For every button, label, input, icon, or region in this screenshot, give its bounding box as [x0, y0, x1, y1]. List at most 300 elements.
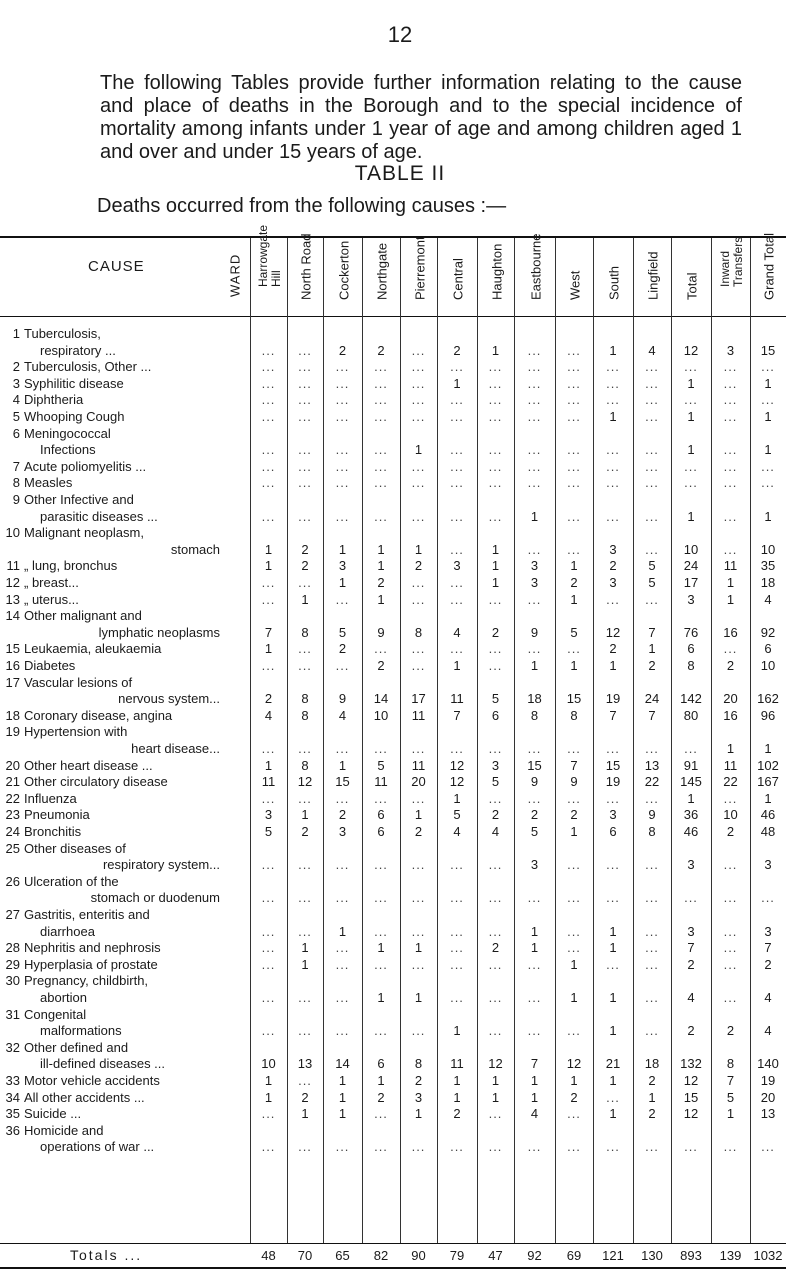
table-cell: 3	[264, 807, 273, 823]
table-cell: ...	[450, 890, 464, 906]
table-cell: 4	[764, 990, 772, 1005]
table-cell: ...	[298, 857, 312, 873]
table-cell: ...	[567, 375, 581, 391]
table-cell: 2	[301, 558, 309, 574]
cause-label: 14 Other malignant and	[5, 608, 142, 624]
table-cell: 1	[264, 641, 273, 657]
table-cell: ...	[411, 575, 426, 590]
table-cell: ...	[606, 392, 620, 408]
table-cell: ...	[488, 658, 503, 673]
table-cell: ...	[411, 790, 426, 806]
column-header-total: Total	[671, 238, 712, 316]
table-cell: ...	[374, 508, 388, 524]
table-cell: 2	[377, 342, 385, 358]
table-cell: ...	[684, 890, 698, 906]
table-cell: 1	[530, 1089, 539, 1105]
cause-label: 11 „ lung, bronchus	[6, 558, 118, 574]
table-cell: ...	[527, 990, 542, 1005]
table-cell: ...	[335, 658, 350, 673]
table-cell: ...	[488, 475, 503, 491]
table-cell: ...	[335, 591, 350, 607]
table-cell: ...	[298, 342, 312, 358]
table-cell: ...	[261, 923, 276, 939]
table-cell: 14	[335, 1056, 350, 1072]
table-cell: 11	[450, 1056, 464, 1072]
table-cell: 6	[377, 1056, 385, 1072]
table-subtitle: Deaths occurred from the following causes :—	[97, 195, 507, 217]
table-cell: 2	[338, 641, 347, 657]
table-cell: 1	[301, 956, 309, 972]
cause-label-continued: lymphatic neoplasms	[98, 624, 220, 640]
table-cell: 1	[264, 558, 273, 574]
cause-label: 7 Acute poliomyelitis ...	[12, 458, 147, 474]
table-cell: ...	[335, 392, 350, 408]
table-cell: 48	[760, 824, 776, 839]
totals-cell: 90	[411, 1248, 426, 1263]
cause-label: 32 Other defined and	[5, 1039, 129, 1055]
table-cell: ...	[527, 375, 542, 391]
table-cell: 2	[726, 658, 735, 673]
table-cell: 15	[760, 342, 776, 358]
column-header-central: Central	[437, 238, 478, 316]
table-cell: 20	[411, 774, 426, 790]
cause-label: 21 Other circulatory disease	[5, 774, 168, 790]
table-cell: ...	[645, 940, 659, 956]
table-cell: ...	[261, 1106, 276, 1122]
table-cell: ...	[684, 741, 698, 756]
table-cell: 1	[453, 1073, 461, 1088]
table-cell: ...	[298, 375, 312, 391]
table-cell: ...	[261, 508, 276, 524]
table-cell: ...	[606, 1139, 620, 1155]
table-cell: 1	[491, 1073, 500, 1088]
table-cell: ...	[488, 741, 503, 756]
table-cell: ...	[298, 475, 312, 491]
table-cell: ...	[298, 392, 312, 408]
totals-cell: 47	[488, 1248, 503, 1263]
table-cell: ...	[261, 359, 276, 375]
table-cell: ...	[645, 359, 659, 375]
table-cell: ...	[527, 409, 542, 424]
column-header-grand-total: Grand Total	[750, 238, 787, 316]
table-cell: ...	[645, 923, 659, 939]
cause-label: 29 Hyperplasia of prostate	[5, 956, 158, 972]
table-cell: ...	[261, 1139, 276, 1155]
table-cell: ...	[527, 475, 542, 491]
table-cell: 2	[648, 658, 656, 673]
table-cell: 7	[530, 1056, 539, 1072]
table-cell: 142	[680, 691, 702, 707]
table-cell: ...	[261, 575, 276, 590]
table-cell: 4	[453, 824, 461, 839]
table-cell: ...	[488, 890, 503, 906]
table-cell: 1	[570, 658, 578, 673]
table-cell: ...	[261, 392, 276, 408]
table-cell: ...	[261, 458, 276, 474]
table-cell: ...	[567, 342, 581, 358]
table-cell: 1	[648, 641, 656, 657]
table-cell: ...	[411, 923, 426, 939]
table-cell: ...	[567, 541, 581, 557]
table-cell: 11	[261, 774, 276, 790]
totals-cell: 92	[527, 1248, 542, 1263]
table-cell: 8	[301, 707, 309, 723]
table-cell: ...	[723, 409, 738, 424]
table-cell: 2	[301, 1089, 309, 1105]
table-cell: ...	[567, 508, 581, 524]
table-cell: 11	[723, 757, 738, 773]
table-cell: 4	[338, 707, 347, 723]
table-cell: ...	[335, 508, 350, 524]
table-cell: 2	[570, 575, 578, 590]
table-cell: ...	[335, 359, 350, 375]
table-cell: 1	[530, 923, 539, 939]
table-cell: ...	[261, 940, 276, 956]
table-cell: 1	[530, 658, 539, 673]
table-cell: 1	[609, 940, 617, 956]
table-cell: 1	[264, 541, 273, 557]
table-cell: 1	[570, 1073, 578, 1088]
table-cell: 10	[373, 707, 389, 723]
table-cell: ...	[645, 790, 659, 806]
table-cell: ...	[606, 375, 620, 391]
table-cell: ...	[298, 790, 312, 806]
cause-label: 24 Bronchitis	[5, 824, 82, 839]
table-cell: 3	[338, 558, 347, 574]
table-cell: 8	[530, 707, 539, 723]
table-cell: ...	[567, 1023, 581, 1039]
table-cell: 2	[609, 558, 617, 574]
table-cell: ...	[723, 475, 738, 491]
table-cell: 2	[377, 1089, 385, 1105]
table-cell: ...	[567, 1106, 581, 1122]
table-cell: 3	[453, 558, 461, 574]
table-cell: ...	[411, 508, 426, 524]
table-cell: ...	[450, 442, 464, 458]
table-cell: 2	[453, 1106, 461, 1122]
table-cell: 4	[648, 342, 656, 358]
totals-cell: 79	[449, 1248, 465, 1263]
table-cell: ...	[567, 741, 581, 756]
table-cell: ...	[374, 956, 388, 972]
table-cell: 6	[609, 824, 617, 839]
table-cell: 9	[338, 691, 347, 707]
table-cell: 1	[687, 790, 695, 806]
table-cell: ...	[606, 475, 620, 491]
totals-cell: 893	[680, 1248, 702, 1263]
table-cell: 1	[453, 375, 461, 391]
table-cell: ...	[527, 956, 542, 972]
table-cell: 2	[687, 956, 695, 972]
cause-label: 1 Tuberculosis,	[12, 326, 101, 341]
table-cell: ...	[527, 442, 542, 458]
table-cell: ...	[645, 741, 659, 756]
table-cell: 5	[264, 824, 273, 839]
table-cell: 167	[757, 774, 779, 790]
table-cell: 3	[530, 575, 539, 590]
table-cell: 1	[453, 1023, 461, 1039]
table-cell: ...	[606, 458, 620, 474]
table-cell: ...	[261, 956, 276, 972]
table-cell: 1	[491, 541, 500, 557]
table-cell: 2	[648, 1106, 656, 1122]
table-cell: 13	[760, 1106, 776, 1122]
table-cell: ...	[723, 940, 738, 956]
cause-label-continued: respiratory ...	[40, 342, 116, 358]
table-cell: ...	[261, 442, 276, 458]
table-cell: 162	[757, 691, 779, 707]
table-cell: ...	[606, 591, 620, 607]
cause-label: 26 Ulceration of the	[5, 873, 119, 889]
table-cell: 4	[687, 990, 695, 1005]
table-cell: 2	[338, 807, 347, 823]
table-cell: ...	[723, 375, 738, 391]
table-cell: ...	[567, 475, 581, 491]
table-cell: ...	[261, 475, 276, 491]
cause-label: 31 Congenital	[5, 1006, 87, 1022]
table-cell: ...	[450, 591, 464, 607]
table-cell: ...	[374, 923, 388, 939]
cause-label: 36 Homicide and	[5, 1122, 104, 1138]
table-cell: 7	[453, 707, 461, 723]
table-cell: 9	[530, 774, 539, 790]
table-cell: ...	[527, 392, 542, 408]
table-cell: 11	[411, 707, 426, 723]
column-header-south: South	[593, 238, 634, 316]
table-cell: ...	[527, 741, 542, 756]
column-header-pierremont: Pierremont	[400, 238, 438, 316]
table-cell: ...	[261, 990, 276, 1005]
table-cell: ...	[488, 990, 503, 1005]
table-cell: ...	[527, 1023, 542, 1039]
table-cell: 1	[338, 923, 347, 939]
table-cell: 3	[414, 1089, 423, 1105]
table-cell: 2	[338, 342, 347, 358]
totals-cell: 65	[335, 1248, 350, 1263]
table-cell: ...	[298, 458, 312, 474]
table-cell: ...	[645, 857, 659, 873]
cause-label: 33 Motor vehicle accidents	[5, 1073, 160, 1088]
cause-label: 9 Other Infective and	[12, 492, 134, 507]
cause-label: 17 Vascular lesions of	[5, 674, 133, 690]
table-cell: 1	[338, 1089, 347, 1105]
table-cell: ...	[335, 990, 350, 1005]
table-cell: 1	[414, 990, 423, 1005]
table-cell: 1	[570, 990, 578, 1005]
table-cell: 132	[680, 1056, 702, 1072]
table-cell: 2	[453, 342, 461, 358]
table-cell: ...	[450, 575, 464, 590]
cause-label-continued: diarrhoea	[40, 923, 95, 939]
table-cell: 8	[301, 757, 309, 773]
table-cell: 9	[570, 774, 578, 790]
table-cell: 18	[760, 575, 776, 590]
table-cell: ...	[374, 392, 388, 408]
table-cell: 1	[301, 807, 309, 823]
cause-label-continued: stomach or duodenum	[90, 890, 220, 906]
table-cell: ...	[261, 342, 276, 358]
table-cell: 1	[609, 1023, 617, 1039]
table-cell: ...	[567, 790, 581, 806]
column-header-harrowgate-hill: Harrowgate Hill	[250, 238, 288, 316]
table-cell: ...	[411, 956, 426, 972]
table-cell: ...	[645, 409, 659, 424]
table-cell: 1	[338, 541, 347, 557]
table-cell: ...	[606, 790, 620, 806]
cause-label-continued: stomach	[170, 541, 220, 557]
table-cell: 10	[261, 1056, 276, 1072]
table-cell: 1	[377, 541, 385, 557]
table-cell: ...	[411, 1023, 426, 1039]
table-cell: 140	[757, 1056, 779, 1072]
table-cell: ...	[335, 1023, 350, 1039]
table-cell: 22	[644, 774, 660, 790]
cause-label-continued: Infections	[40, 442, 96, 458]
table-cell: ...	[761, 458, 775, 474]
table-cell: ...	[567, 442, 581, 458]
table-cell: 2	[570, 1089, 578, 1105]
table-cell: 2	[726, 824, 735, 839]
table-cell: ...	[298, 508, 312, 524]
cause-label: 16 Diabetes	[5, 658, 76, 673]
table-cell: ...	[606, 508, 620, 524]
cause-label: 13 „ uterus...	[5, 591, 79, 607]
table-cell: ...	[488, 790, 503, 806]
table-cell: 6	[377, 824, 385, 839]
table-cell: 12	[683, 342, 699, 358]
table-cell: 21	[605, 1056, 621, 1072]
table-cell: ...	[374, 409, 388, 424]
table-cell: ...	[606, 359, 620, 375]
table-cell: ...	[488, 641, 503, 657]
table-cell: 19	[760, 1073, 776, 1088]
table-cell: 8	[570, 707, 578, 723]
table-cell: ...	[488, 923, 503, 939]
table-cell: 5	[570, 624, 578, 640]
table-cell: ...	[645, 541, 659, 557]
table-cell: 12	[683, 1106, 699, 1122]
table-cell: 4	[530, 1106, 539, 1122]
table-cell: 1	[764, 741, 772, 756]
table-cell: ...	[723, 1139, 738, 1155]
table-cell: ...	[645, 392, 659, 408]
table-cell: ...	[411, 475, 426, 491]
table-cell: 4	[764, 591, 772, 607]
table-cell: 1	[491, 558, 500, 574]
table-cell: ...	[645, 508, 659, 524]
table-cell: 3	[530, 558, 539, 574]
table-cell: 1	[726, 575, 735, 590]
page-number: 12	[387, 22, 413, 47]
table-cell: 2	[377, 575, 385, 590]
totals-cell: 121	[602, 1248, 624, 1263]
table-cell: ...	[298, 409, 312, 424]
table-cell: ...	[335, 409, 350, 424]
table-cell: 1	[530, 940, 539, 956]
table-cell: ...	[645, 591, 659, 607]
table-cell: 6	[687, 641, 695, 657]
table-cell: ...	[298, 741, 312, 756]
totals-cell: 70	[297, 1248, 313, 1263]
table-cell: ...	[684, 458, 698, 474]
table-cell: ...	[684, 359, 698, 375]
table-cell: ...	[723, 923, 738, 939]
table-cell: 13	[297, 1056, 313, 1072]
table-cell: 8	[414, 624, 423, 640]
table-cell: ...	[335, 790, 350, 806]
table-cell: ...	[488, 375, 503, 391]
table-cell: 1	[609, 990, 617, 1005]
table-cell: 3	[338, 824, 347, 839]
table-cell: 1	[377, 591, 385, 607]
table-cell: 3	[609, 807, 617, 823]
table-cell: 1	[338, 757, 347, 773]
table-cell: 1	[764, 409, 772, 424]
table-cell: 96	[760, 707, 776, 723]
table-cell: 80	[683, 707, 699, 723]
cause-label-continued: operations of war ...	[40, 1139, 155, 1155]
cause-label: 5 Whooping Cough	[12, 409, 125, 424]
table-cell: ...	[450, 508, 464, 524]
cause-label: 19 Hypertension with	[5, 724, 128, 740]
table-cell: ...	[723, 641, 738, 657]
table-cell: 1	[609, 923, 617, 939]
table-cell: ...	[723, 790, 738, 806]
table-cell: 2	[414, 558, 423, 574]
table-cell: ...	[411, 342, 426, 358]
table-cell: 1	[414, 1106, 423, 1122]
table-cell: 1	[264, 1073, 273, 1088]
cause-label: 6 Meningococcal	[12, 425, 111, 441]
table-cell: 10	[723, 807, 738, 823]
cause-label: 35 Suicide ...	[5, 1106, 82, 1122]
cause-label: 2 Tuberculosis, Other ...	[12, 359, 152, 375]
table-cell: 1	[414, 442, 423, 458]
table-cell: 1	[377, 940, 385, 956]
table-cell: 2	[414, 824, 423, 839]
table-cell: ...	[527, 641, 542, 657]
table-cell: ...	[374, 857, 388, 873]
table-cell: ...	[527, 541, 542, 557]
table-cell: 1	[491, 1089, 500, 1105]
table-cell: 12	[605, 624, 621, 640]
table-cell: ...	[411, 890, 426, 906]
table-cell: ...	[374, 442, 388, 458]
table-cell: 3	[687, 591, 695, 607]
table-cell: ...	[450, 741, 464, 756]
table-cell: 3	[764, 857, 772, 873]
table-cell: 1	[453, 1089, 461, 1105]
table-cell: ...	[335, 458, 350, 474]
table-cell: ...	[335, 442, 350, 458]
table-cell: 2	[530, 807, 539, 823]
table-cell: 1	[764, 442, 772, 458]
table-cell: ...	[567, 409, 581, 424]
table-cell: ...	[298, 575, 312, 590]
table-cell: 1	[301, 1106, 309, 1122]
table-cell: 1	[648, 1089, 656, 1105]
table-cell: 12	[488, 1056, 503, 1072]
table-cell: 3	[609, 541, 617, 557]
table-cell: ...	[645, 375, 659, 391]
table-cell: 8	[414, 1056, 423, 1072]
table-cell: ...	[411, 458, 426, 474]
cause-label: 12 „ breast...	[5, 575, 79, 590]
table-cell: 15	[683, 1089, 699, 1105]
table-cell: ...	[527, 1139, 542, 1155]
table-cell: 18	[644, 1056, 660, 1072]
table-cell: 12	[449, 757, 465, 773]
